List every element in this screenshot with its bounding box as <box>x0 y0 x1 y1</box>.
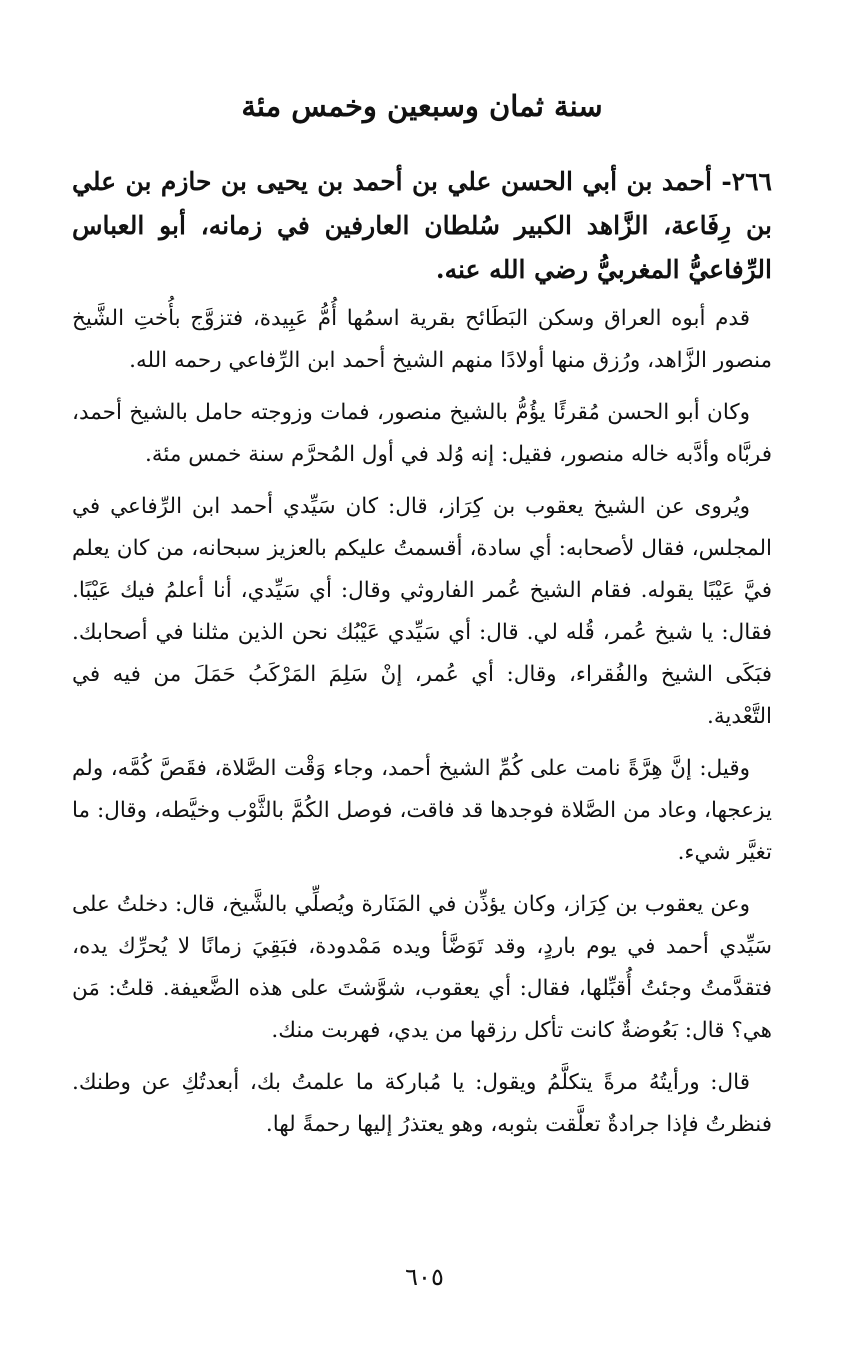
page-number: ٦٠٥ <box>405 1263 444 1291</box>
paragraph-cat-story: وقيل: إنَّ هِرَّةً نامت على كُمِّ الشيخ أحمد، وجاء وَقْت الصَّلاة، فقَصَّ كُمَّه، ولم يزعجها، وعاد من الصَّلاة فوجدها قد فاقت، فوصل الكُمَّ بالثَّوْب وخيَّطه، وقال: ما تغيَّر شيء. <box>72 756 772 865</box>
paragraph-fault-story: ويُروى عن الشيخ يعقوب بن كِرَاز، قال: كان سَيِّدي أحمد ابن الرِّفاعي في المجلس، فقال لأصحابه: أي سادة، أقسمتُ عليكم بالعزيز سبحانه، من كان يعلم فيَّ عَيْبًا يقوله. فقام الشيخ عُمر الفاروثي وقال: أي سَيِّدي، أنا أعلمُ فيك عَيْبًا. فقال: يا شيخ عُمر، قُله لي. قال: أي سَيِّدي عَيْبُك نحن الذين مثلنا في أصحابك. فبَكَى الشيخ والفُقراء، وقال: أي عُمر، إنْ سَلِمَ المَرْكَبُ حَمَلَ من فيه في التَّعْدية. <box>72 494 772 729</box>
paragraph-locust-story: قال: ورأيتُهُ مرةً يتكلَّمُ ويقول: يا مُباركة ما علمتُ بك، أبعدتُكِ عن وطنك. فنظرتُ فإذا جرادةٌ تعلَّقت بثوبه، وهو يعتذرُ إليها رحمةً لها. <box>72 1070 772 1137</box>
entry-heading: ٢٦٦- أحمد بن أبي الحسن علي بن أحمد بن يحيى بن حازم بن علي بن رِفَاعة، الزَّاهد الكبير سُلطان العارفين في زمانه، أبو العباس الرِّفاعيُّ المغربيُّ رضي الله عنه. <box>72 167 772 284</box>
book-page <box>72 70 772 1156</box>
chapter-title: سنة ثمان وسبعين وخمس مئة <box>241 89 603 123</box>
paragraph-mosquito-story: وعن يعقوب بن كِرَاز، وكان يؤذِّن في المَنَارة ويُصلِّي بالشَّيخ، قال: دخلتُ على سَيِّدي أحمد في يوم باردٍ، وقد تَوَضَّأ ويده مَمْدودة، فبَقِيَ زمانًا لا يُحرِّك يده، فتقدَّمتُ وجئتُ أُقبِّلها، فقال: أي يعقوب، شوَّشتَ على هذه الضَّعيفة. قلتُ: مَن هي؟ قال: بَعُوضةٌ كانت تأكل رزقها من يدي، فهربت منك. <box>72 892 772 1043</box>
paragraph-origin: قدم أبوه العراق وسكن البَطَائح بقرية اسمُها أُمُّ عَبِيدة، فتزوَّج بأُختِ الشَّيخ منصور الزَّاهد، ورُزق منها أولادًا منهم الشيخ أحمد ابن الرِّفاعي رحمه الله. <box>72 306 772 373</box>
paragraph-birth: وكان أبو الحسن مُقرئًا يؤُمُّ بالشيخ منصور، فمات وزوجته حامل بالشيخ أحمد، فربَّاه وأدَّبه خاله منصور، فقيل: إنه وُلد في أول المُحرَّم سنة خمس مئة. <box>72 400 772 467</box>
